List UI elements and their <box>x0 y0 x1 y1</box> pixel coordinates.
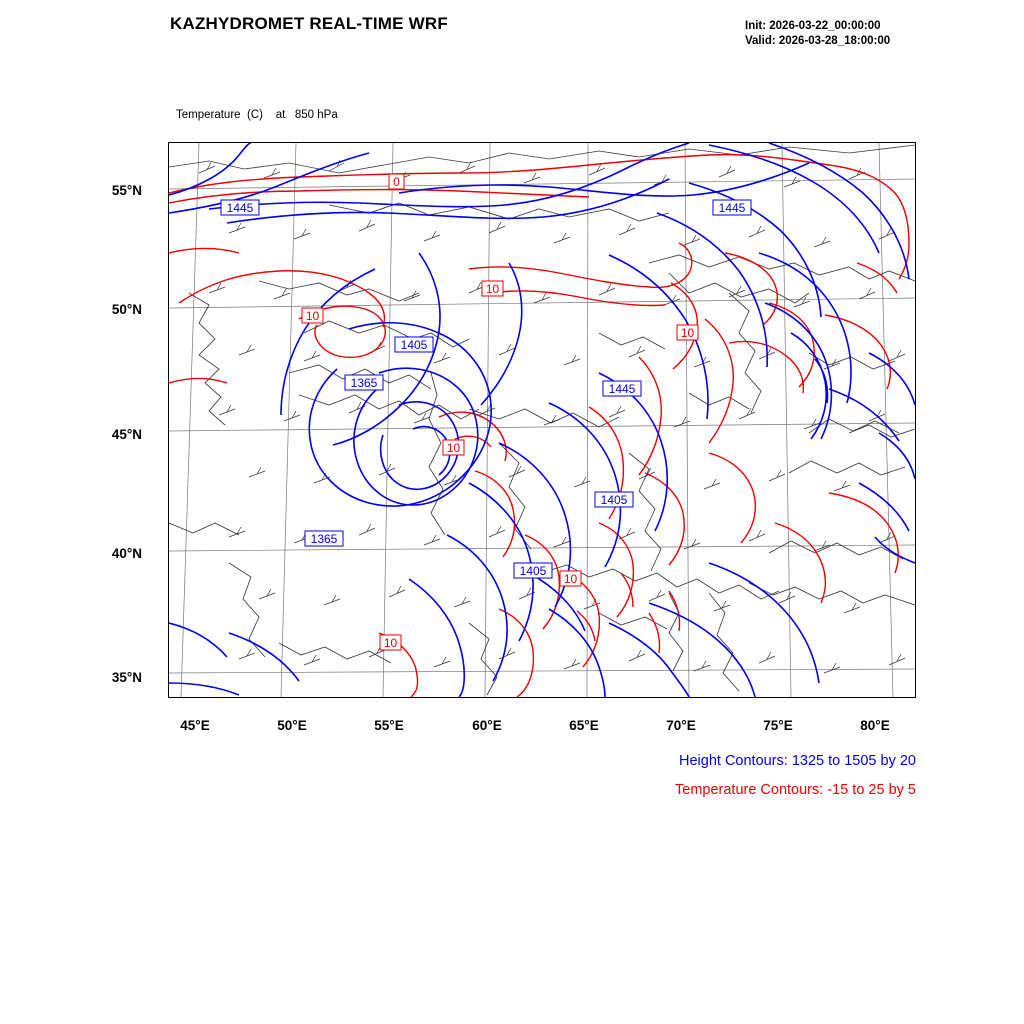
y-tick-45N: 45°N <box>111 427 142 442</box>
svg-text:1365: 1365 <box>310 532 338 546</box>
x-tick-45E: 45°E <box>180 718 210 733</box>
x-tick-55E: 55°E <box>374 718 404 733</box>
y-tick-50N: 50°N <box>111 302 142 317</box>
run-metadata <box>745 19 890 49</box>
x-tick-65E: 65°E <box>569 718 599 733</box>
svg-text:1445: 1445 <box>226 201 254 215</box>
svg-text:1365: 1365 <box>350 376 378 390</box>
x-tick-70E: 70°E <box>666 718 696 733</box>
weather-map-plot <box>168 142 916 698</box>
svg-text:10: 10 <box>563 572 578 586</box>
temperature-contours <box>169 155 909 697</box>
svg-text:0: 0 <box>393 175 400 189</box>
svg-text:1445: 1445 <box>718 201 746 215</box>
y-tick-55N: 55°N <box>111 183 142 198</box>
x-tick-75E: 75°E <box>763 718 793 733</box>
valid-time-label: Valid: 2026-03-28_18:00:00 <box>745 35 891 47</box>
svg-text:1405: 1405 <box>600 493 628 507</box>
svg-text:1445: 1445 <box>608 382 636 396</box>
init-time-label: Init: 2026-03-22_00:00:00 <box>745 20 881 32</box>
y-tick-35N: 35°N <box>111 670 142 685</box>
svg-text:1405: 1405 <box>519 564 547 578</box>
legend-height-contours: Height Contours: 1325 to 1505 by 20 <box>679 753 916 769</box>
temperature-contour-labels <box>302 174 698 650</box>
page-title: KAZHYDROMET REAL-TIME WRF <box>170 14 448 33</box>
svg-text:10: 10 <box>485 282 500 296</box>
graticule-lines <box>169 143 915 697</box>
svg-text:10: 10 <box>383 636 398 650</box>
y-tick-40N: 40°N <box>111 546 142 561</box>
svg-text:1405: 1405 <box>400 338 428 352</box>
x-tick-80E: 80°E <box>860 718 890 733</box>
x-tick-60E: 60°E <box>472 718 502 733</box>
wind-barbs <box>199 160 905 673</box>
height-contours <box>169 143 915 697</box>
legend-temperature-contours: Temperature Contours: -15 to 25 by 5 <box>675 782 916 798</box>
variable-line-temperature: Temperature (C) at 850 hPa <box>176 109 338 121</box>
svg-text:10: 10 <box>305 309 320 323</box>
coastline-and-borders <box>169 145 915 695</box>
x-tick-50E: 50°E <box>277 718 307 733</box>
svg-text:10: 10 <box>446 441 461 455</box>
svg-text:10: 10 <box>680 326 695 340</box>
